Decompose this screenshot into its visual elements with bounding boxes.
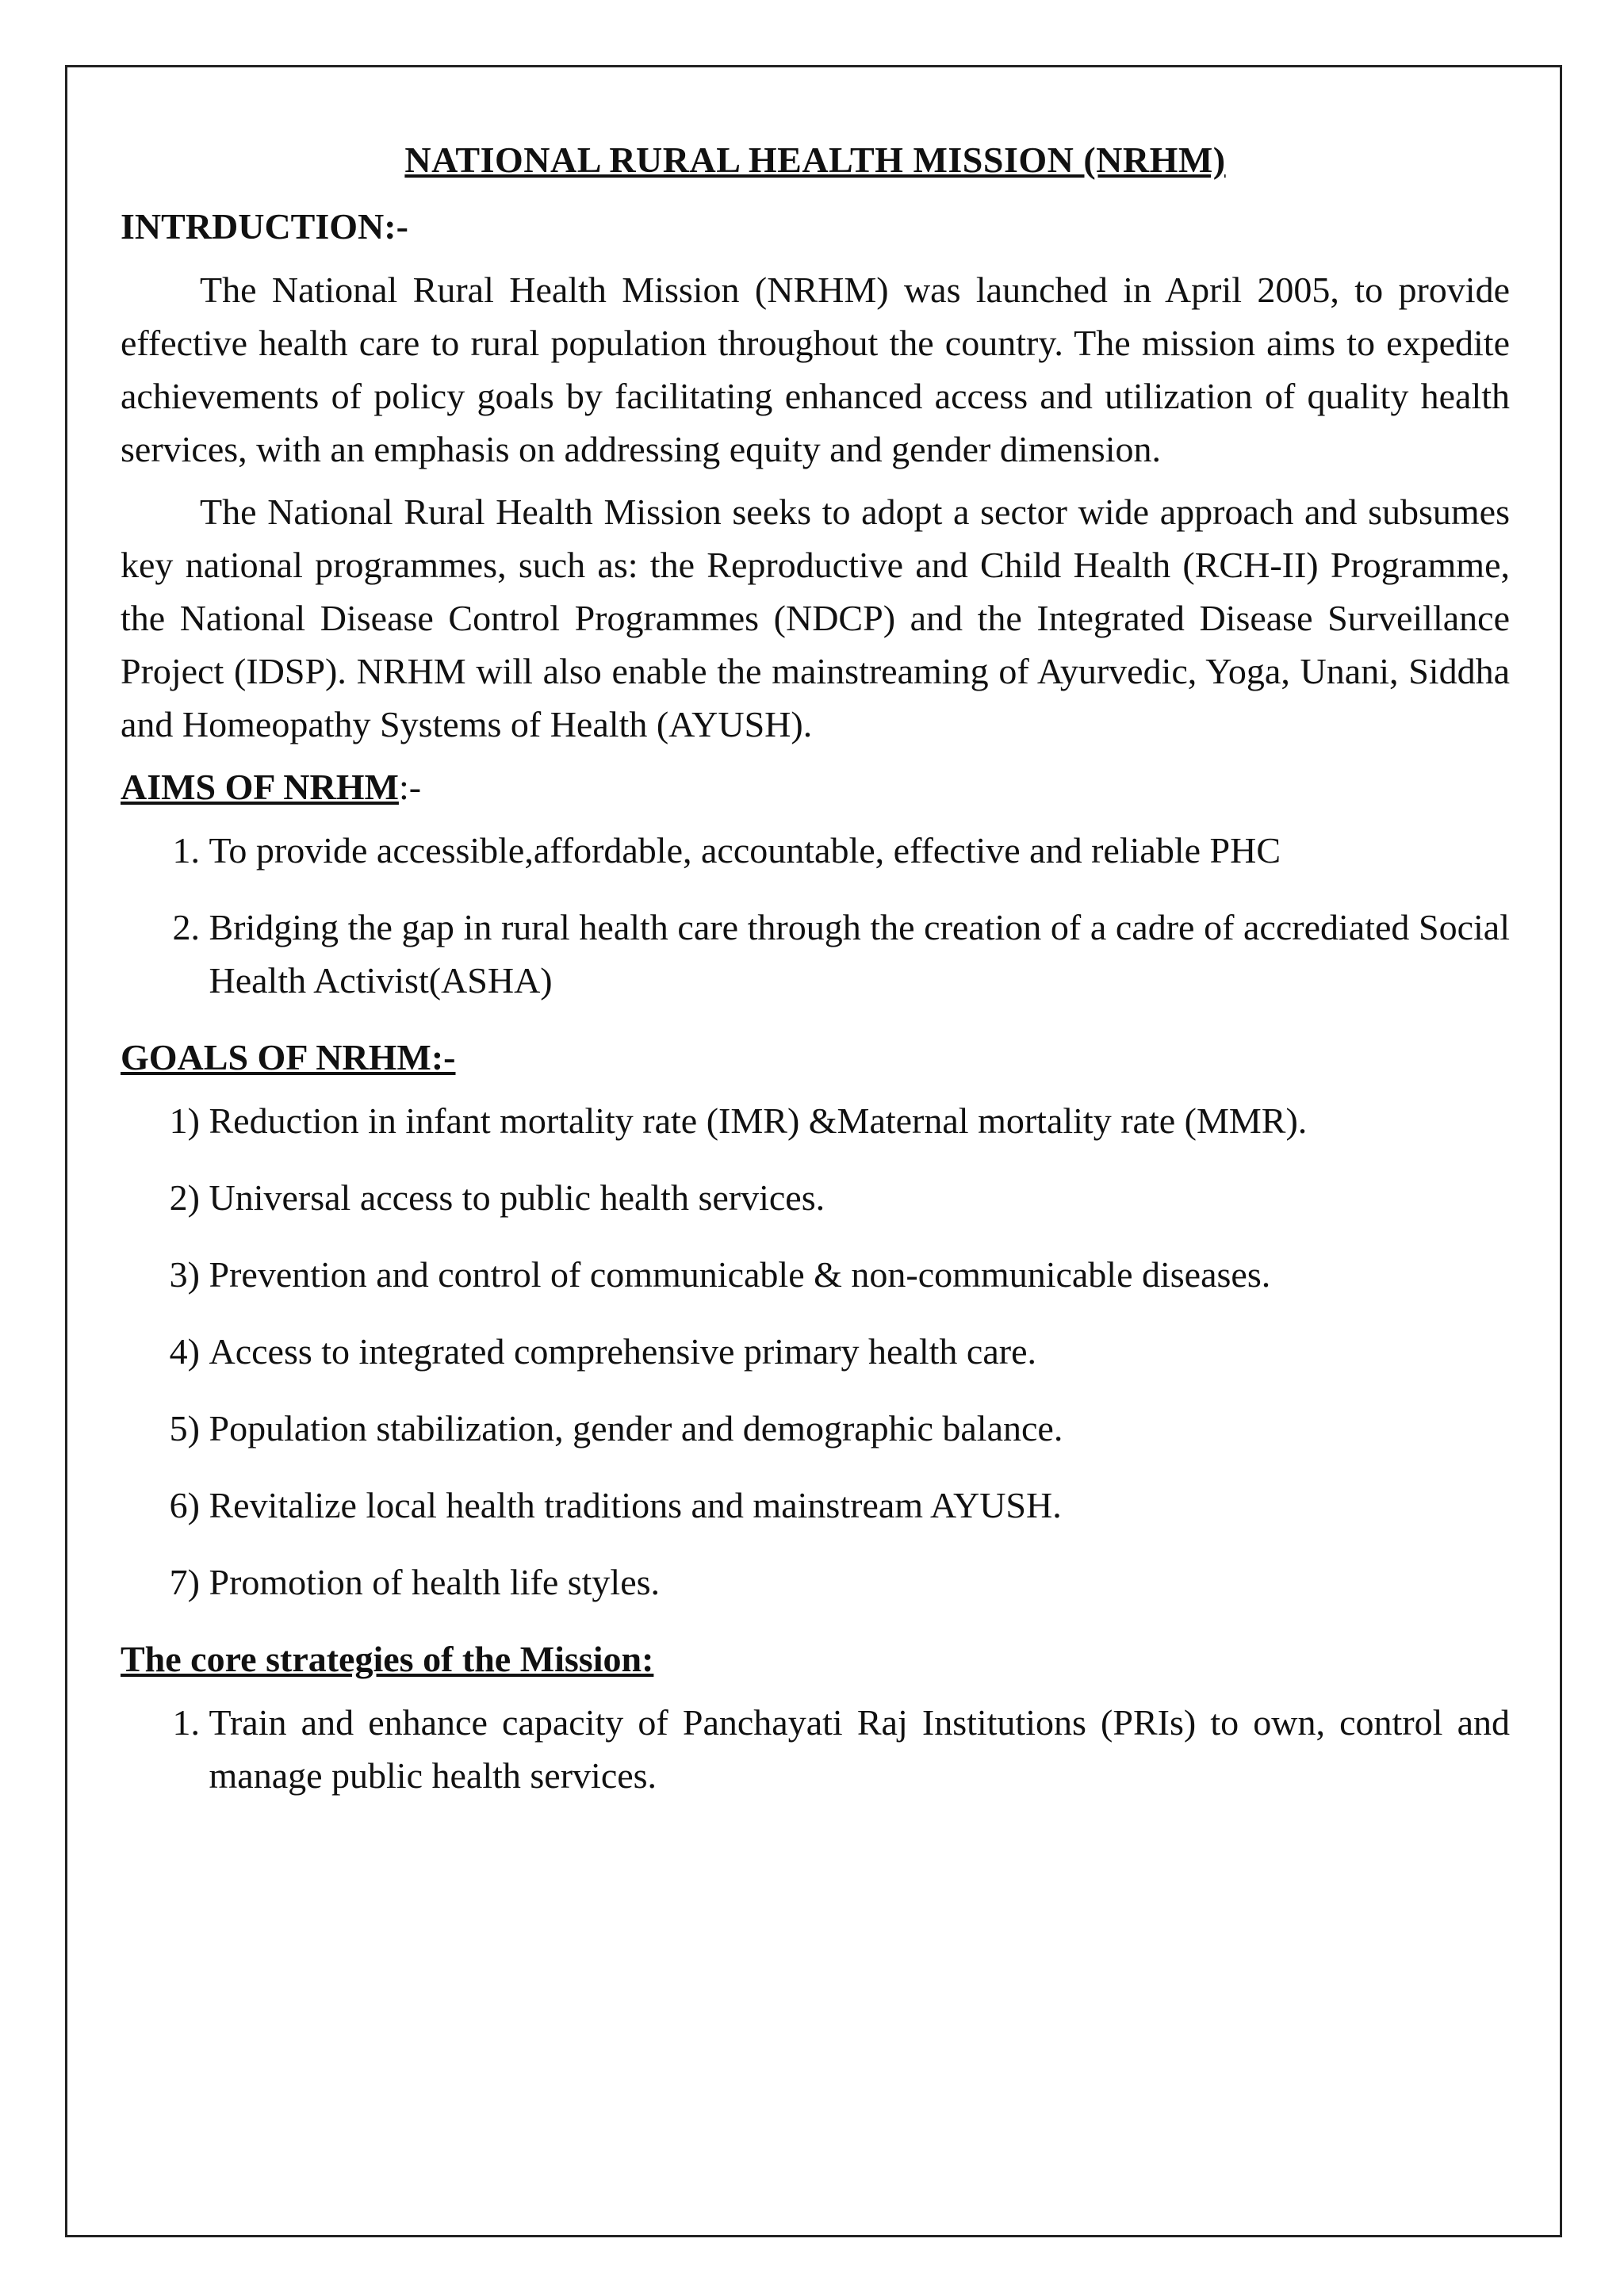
list-item-number: 3) [169,1254,200,1295]
aims-list [121,824,1510,1007]
list-item-text: Promotion of health life styles. [209,1562,661,1602]
list-item-number: 4) [169,1331,200,1372]
list-item [121,1479,1510,1532]
list-item [121,1696,1510,1802]
list-item-text: To provide accessible,affordable, accountable, effective and reliable PHC [209,830,1281,871]
list-item-number: 7) [169,1562,200,1602]
list-item-number: 2. [172,907,200,947]
aims-heading-suffix: :- [398,767,422,807]
list-item-number: 2) [169,1177,200,1218]
strategies-list [121,1696,1510,1802]
goals-list [121,1094,1510,1609]
aims-heading [121,760,1510,813]
list-item [121,901,1510,1007]
document-body [121,133,1510,1826]
list-item-text: Reduction in infant mortality rate (IMR) &Maternal mortality rate (MMR). [209,1100,1308,1141]
list-item-text: Access to integrated comprehensive primary health care. [209,1331,1036,1372]
list-item [121,1402,1510,1455]
list-item-text: Universal access to public health services. [209,1177,825,1218]
list-item-number: 5) [169,1408,200,1448]
goals-heading: GOALS OF NRHM:- [121,1037,456,1077]
aims-heading-text: AIMS OF NRHM [121,767,399,807]
list-item-number: 1. [172,830,200,871]
intro-paragraph: The National Rural Health Mission (NRHM) was launched in April 2005, to provide effective health care to rural population throughout the country. The mission aims to expedite achievements of policy goals by facilitating enhanced access and utilization of quality health services, with an emphasis on addressing equity and gender dimension. [121,270,1510,469]
list-item-text: Prevention and control of communicable & non-communicable diseases. [209,1254,1271,1295]
list-item [121,1556,1510,1609]
list-item-number: 1. [172,1702,200,1743]
list-item-number: 6) [169,1485,200,1525]
list-item-text: Bridging the gap in rural health care through the creation of a cadre of accrediated Social Health Activist(ASHA) [209,907,1510,1001]
list-item [121,824,1510,877]
strategies-heading: The core strategies of the Mission: [121,1639,654,1679]
intro-heading: INTRDUCTION:- [121,206,408,247]
list-item-text: Revitalize local health traditions and mainstream AYUSH. [209,1485,1062,1525]
list-item [121,1171,1510,1224]
intro-paragraph: The National Rural Health Mission seeks to adopt a sector wide approach and subsumes key national programmes, such as: the Reproductive and Child Health (RCH-II) Programme, the National Disease Control Programmes (NDCP) and the Integrated Disease Surveillance Project (IDSP). NRHM will also enable the mainstreaming of Ayurvedic, Yoga, Unani, Siddha and Homeopathy Systems of Health (AYUSH). [121,492,1510,744]
list-item [121,1094,1510,1147]
list-item-number: 1) [169,1100,200,1141]
list-item-text: Population stabilization, gender and demographic balance. [209,1408,1063,1448]
document-title: NATIONAL RURAL HEALTH MISSION (NRHM) [404,140,1226,180]
list-item [121,1325,1510,1378]
list-item-text: Train and enhance capacity of Panchayati Raj Institutions (PRIs) to own, control and manage public health services. [209,1702,1510,1796]
list-item [121,1248,1510,1301]
